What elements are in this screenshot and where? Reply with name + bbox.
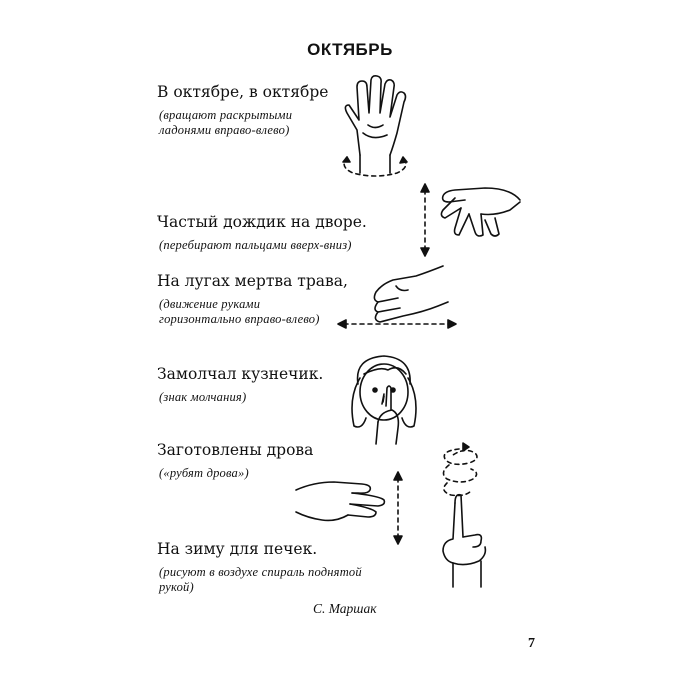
verse-1-line: В октябре, в октябре — [157, 83, 329, 101]
fingers-rain-icon — [415, 180, 525, 260]
verse-6-note-1: (рисуют в воздухе спираль поднятой — [159, 565, 362, 579]
verse-6-note-2: рукой) — [159, 580, 194, 594]
page-title: ОКТЯБРЬ — [307, 40, 393, 59]
hand-horizontal-icon — [338, 262, 458, 332]
page-number: 7 — [528, 636, 535, 651]
verse-6-line: На зиму для печек. — [157, 540, 318, 558]
verse-5-note-1: («рубят дрова») — [159, 466, 249, 480]
verse-3-note-1: (движение руками — [159, 297, 261, 311]
girl-silence-icon — [340, 348, 430, 448]
verse-3-note-2: горизонтально вправо-влево) — [159, 312, 320, 326]
verse-1-note-1: (вращают раскрытыми — [159, 108, 293, 122]
verse-2-note-1: (перебирают пальцами вверх-вниз) — [159, 238, 352, 252]
verse-3-line: На лугах мертва трава, — [157, 272, 348, 290]
verse-4-line: Замолчал кузнечик. — [157, 365, 324, 383]
verse-4-note-1: (знак молчания) — [159, 390, 247, 404]
open-palm-rotating-icon — [335, 75, 415, 185]
hand-chopping-icon — [292, 470, 412, 550]
verse-5-line: Заготовлены дрова — [157, 441, 314, 459]
verse-1-note-2: ладонями вправо-влево) — [159, 123, 290, 137]
finger-spiral-icon — [435, 437, 505, 597]
verse-2-line: Частый дождик на дворе. — [157, 213, 367, 231]
author-signature: С. Маршак — [313, 601, 377, 616]
